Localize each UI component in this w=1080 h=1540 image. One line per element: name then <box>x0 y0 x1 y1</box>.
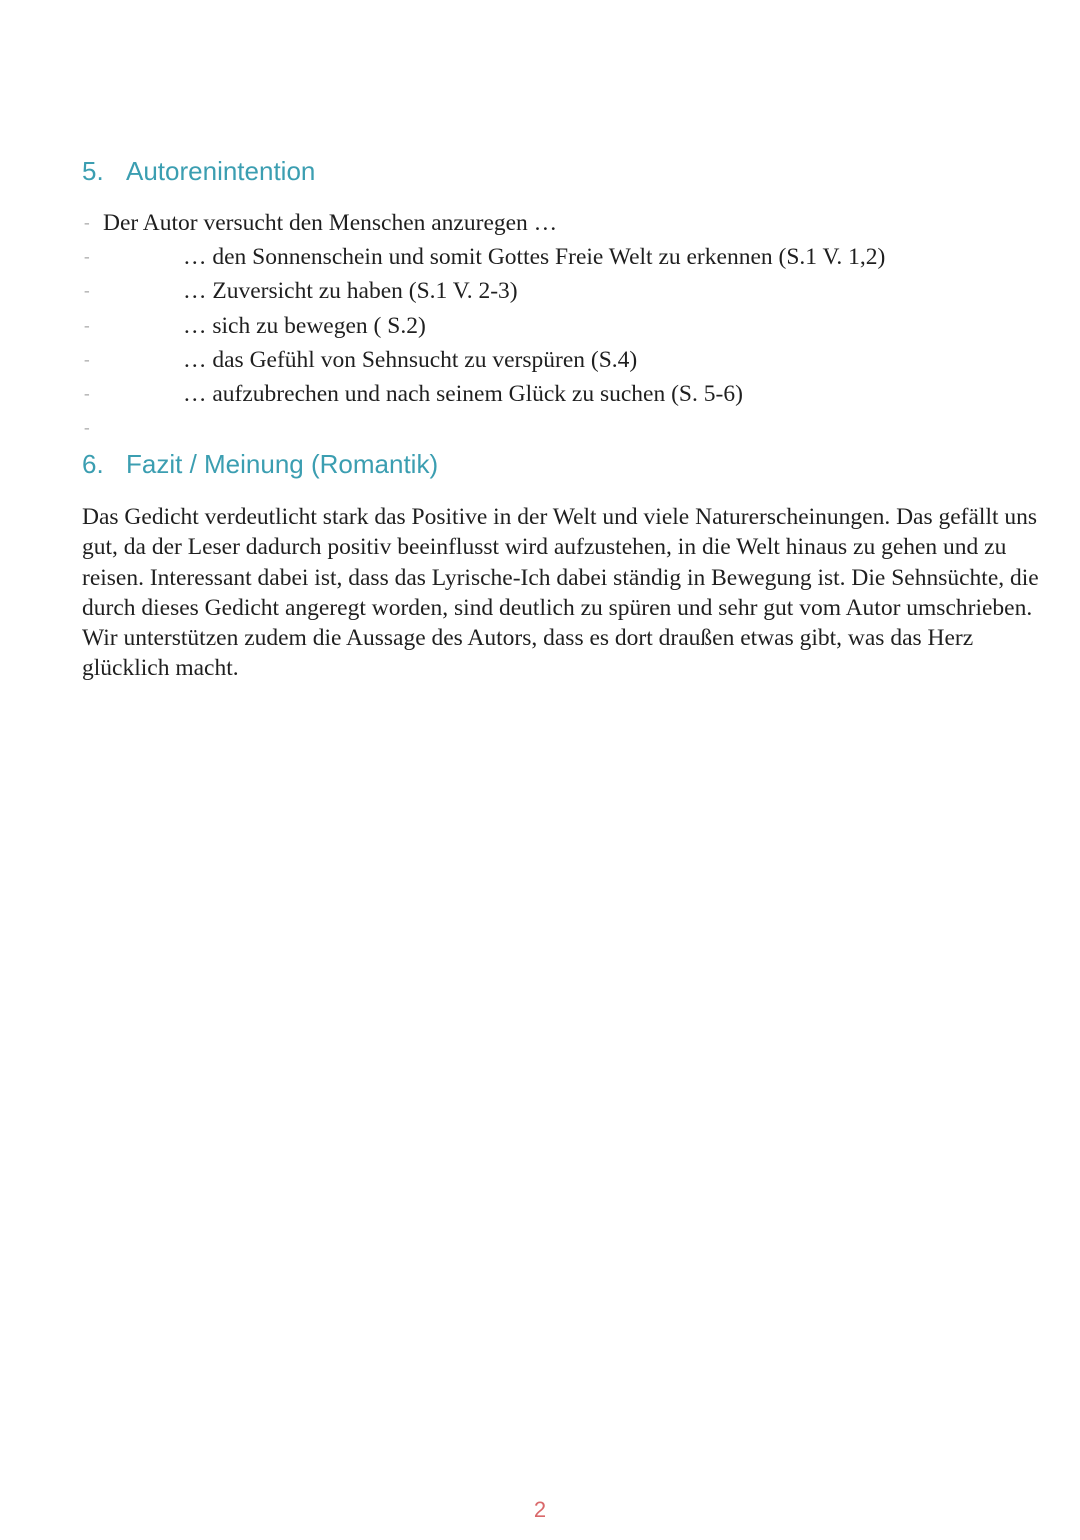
list-item-text: … aufzubrechen und nach seinem Glück zu suchen (S. 5-6) <box>183 380 743 407</box>
list-item-text: Der Autor versucht den Menschen anzuregen … <box>103 210 558 236</box>
bullet-dash: - <box>84 247 90 267</box>
list-item <box>0 240 1080 274</box>
list-item <box>0 309 1080 343</box>
section-title: Fazit / Meinung (Romantik) <box>126 449 439 479</box>
page-number: 2 <box>533 1497 547 1522</box>
bullet-dash: - <box>84 281 90 301</box>
section-title: Autorenintention <box>126 156 316 186</box>
list-item-text: … das Gefühl von Sehnsucht zu verspüren (S.4) <box>183 346 638 373</box>
list-item-text: … sich zu bewegen ( S.2) <box>183 312 426 339</box>
section-heading-autorenintention <box>82 155 315 187</box>
bullet-dash: - <box>84 315 90 335</box>
list-item <box>0 343 1080 377</box>
conclusion-paragraph <box>82 502 1072 684</box>
paragraph-line: reisen. Interessant dabei ist, dass das Lyrische-Ich dabei ständig in Bewegung ist. Die Sehnsüchte, die <box>82 564 1039 591</box>
list-item-text: … den Sonnenschein und somit Gottes Freie Welt zu erkennen (S.1 V. 1,2) <box>183 244 886 271</box>
section-number: 5. <box>82 156 104 186</box>
list-item-empty <box>0 411 1080 445</box>
list-item <box>0 274 1080 308</box>
paragraph-line: Wir unterstützen zudem die Aussage des Autors, dass es dort draußen etwas gibt, was das Herz <box>82 625 974 652</box>
list-item-text: … Zuversicht zu haben (S.1 V. 2-3) <box>183 278 518 305</box>
intention-list <box>0 206 1080 445</box>
bullet-dash: - <box>84 383 90 403</box>
bullet-dash: - <box>84 418 90 438</box>
section-heading-fazit <box>82 448 438 480</box>
paragraph-line: Das Gedicht verdeutlicht stark das Positive in der Welt und viele Naturerscheinungen. Das gefällt uns <box>82 504 1038 530</box>
list-item <box>0 377 1080 411</box>
bullet-dash: - <box>84 349 90 369</box>
list-item <box>0 206 1080 240</box>
paragraph-line: durch dieses Gedicht angeregt worden, sind deutlich zu spüren und sehr gut vom Autor umschrieben. <box>82 594 1033 621</box>
section-number: 6. <box>82 449 104 479</box>
bullet-dash: - <box>84 213 90 232</box>
paragraph-line: glücklich macht. <box>82 655 239 682</box>
paragraph-line: gut, da der Leser dadurch positiv beeinflusst wird aufzustehen, in die Welt hinaus zu gehen und zu <box>82 534 1007 561</box>
